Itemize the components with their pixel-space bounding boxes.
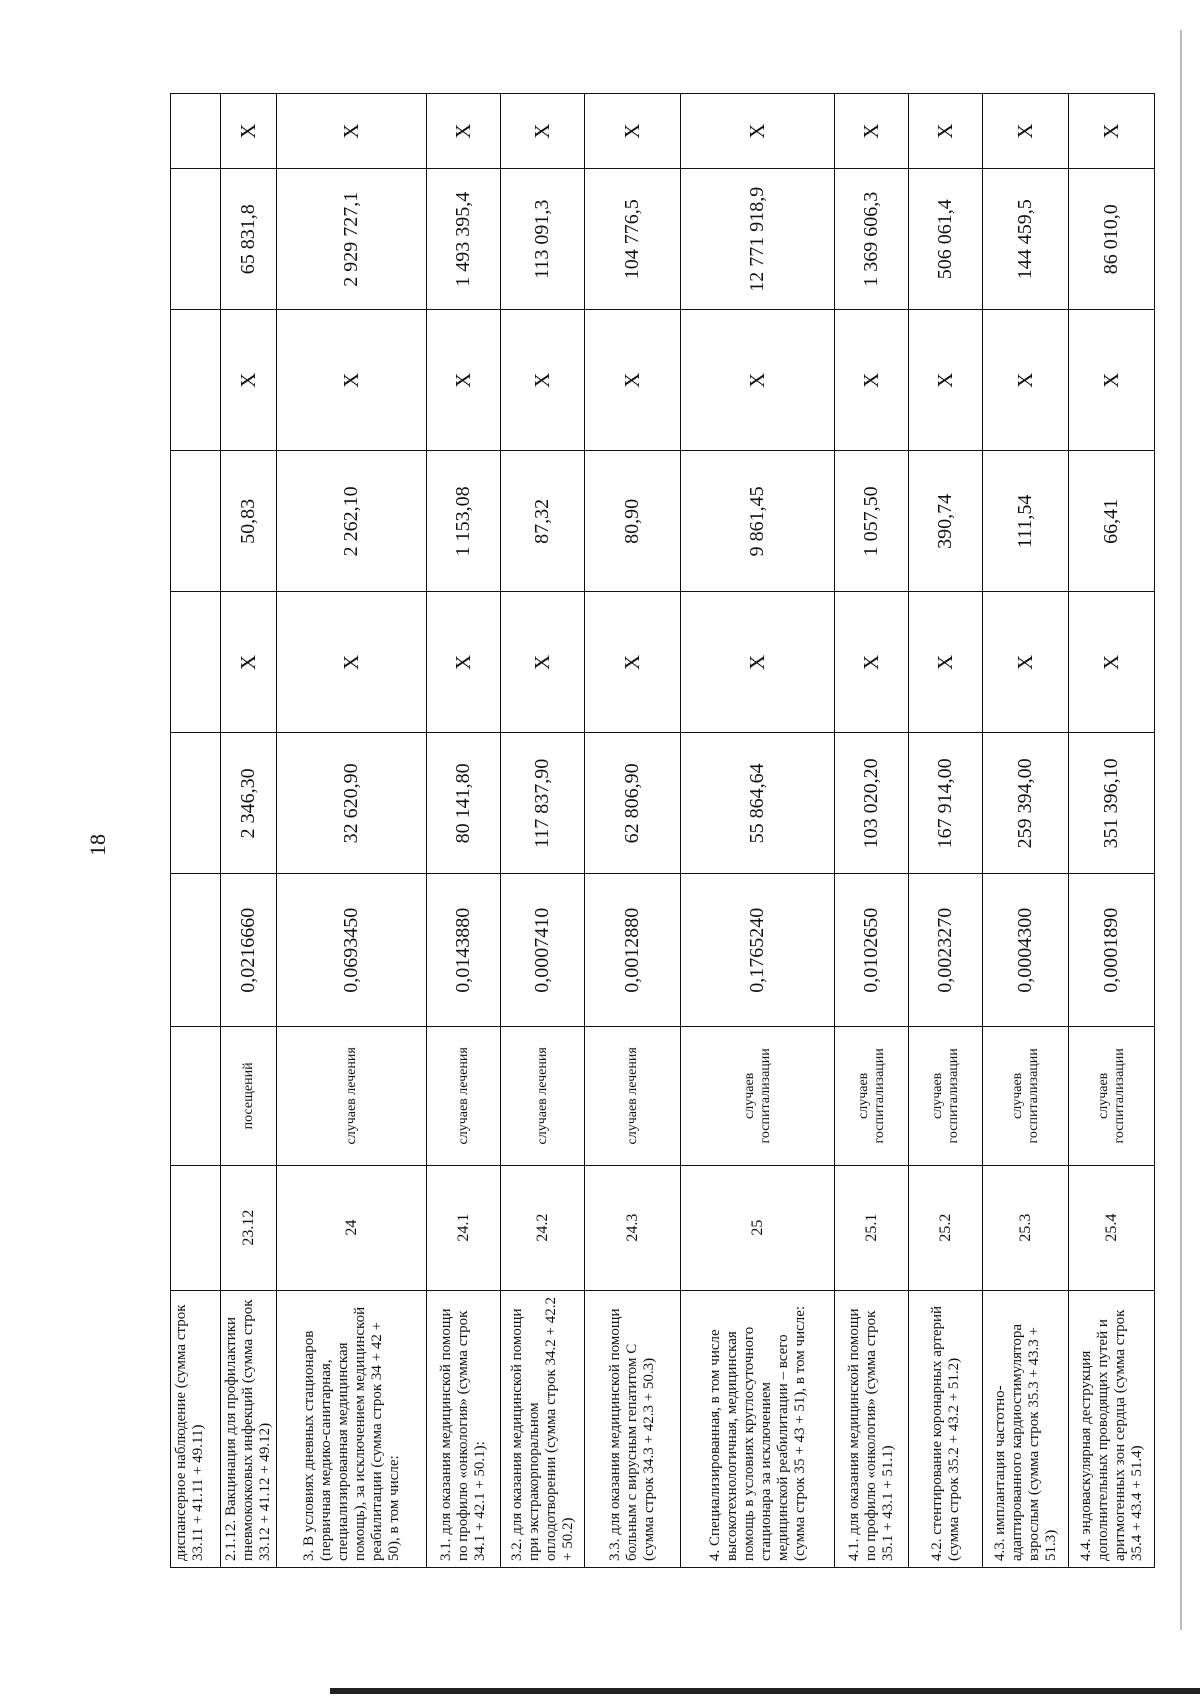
total-cell: 104 776,5 (585, 169, 681, 310)
volume-cell: 0,0143880 (427, 874, 501, 1027)
per-capita-cell: 111,54 (983, 451, 1069, 592)
table-row (221, 94, 277, 1568)
x-mark-cell: X (835, 310, 909, 451)
x-mark-cell: X (909, 94, 983, 169)
x-mark-cell: X (585, 310, 681, 451)
per-capita-cell (171, 451, 221, 592)
x-mark-cell: X (221, 592, 277, 733)
cost-cell: 62 806,90 (585, 733, 681, 874)
row-name-cell: диспансерное наблюдение (сумма строк 33.11 + 41.11 + 49.11) (171, 1290, 221, 1567)
x-mark-cell: X (983, 94, 1069, 169)
x-mark-cell: X (221, 310, 277, 451)
x-mark-cell: X (221, 94, 277, 169)
total-cell: 1 369 606,3 (835, 169, 909, 310)
per-capita-cell: 2 262,10 (277, 451, 427, 592)
volume-cell: 0,0007410 (501, 874, 585, 1027)
page-number: 18 (85, 834, 110, 856)
table-row (681, 94, 835, 1568)
per-capita-cell: 1 153,08 (427, 451, 501, 592)
unit-cell: случаев госпитализации (909, 1026, 983, 1165)
row-code-cell: 25 (681, 1165, 835, 1290)
total-cell: 144 459,5 (983, 169, 1069, 310)
row-name-cell: 4. Специализированная, в том числе высокотехнологичная, медицинская помощь в условиях круглосуточного стационара за исключением медицинской реабилитации – всего (сумма строк 35 + 43 + 51), в том числе: (681, 1290, 835, 1567)
x-mark-cell: X (1069, 592, 1155, 733)
total-cell: 65 831,8 (221, 169, 277, 310)
total-cell: 113 091,3 (501, 169, 585, 310)
unit-cell: случаев лечения (277, 1026, 427, 1165)
x-mark-cell: X (1069, 94, 1155, 169)
cost-cell: 167 914,00 (909, 733, 983, 874)
volume-cell: 0,0102650 (835, 874, 909, 1027)
x-mark-cell: X (681, 94, 835, 169)
total-cell: 1 493 395,4 (427, 169, 501, 310)
unit-cell: случаев госпитализации (1069, 1026, 1155, 1165)
x-mark-cell: X (427, 94, 501, 169)
unit-cell: случаев госпитализации (681, 1026, 835, 1165)
x-mark-cell: X (427, 310, 501, 451)
cost-cell: 32 620,90 (277, 733, 427, 874)
x-mark-cell: X (277, 94, 427, 169)
cost-cell (171, 733, 221, 874)
report-table (170, 93, 1155, 1568)
total-cell: 506 061,4 (909, 169, 983, 310)
x-mark-cell: X (501, 592, 585, 733)
per-capita-cell: 80,90 (585, 451, 681, 592)
total-cell: 2 929 727,1 (277, 169, 427, 310)
unit-cell: случаев госпитализации (835, 1026, 909, 1165)
x-mark-cell: X (909, 592, 983, 733)
table-row (501, 94, 585, 1568)
x-mark-cell (171, 94, 221, 169)
per-capita-cell: 1 057,50 (835, 451, 909, 592)
row-name-cell: 4.2. стентирование коронарных артерий (сумма строк 35.2 + 43.2 + 51.2) (909, 1290, 983, 1567)
table-row (1069, 94, 1155, 1568)
per-capita-cell: 390,74 (909, 451, 983, 592)
table-row (909, 94, 983, 1568)
x-mark-cell: X (983, 592, 1069, 733)
x-mark-cell: X (501, 310, 585, 451)
x-mark-cell: X (585, 94, 681, 169)
x-mark-cell: X (681, 310, 835, 451)
x-mark-cell: X (835, 94, 909, 169)
table-row (983, 94, 1069, 1568)
cost-cell: 259 394,00 (983, 733, 1069, 874)
row-name-cell: 4.1. для оказания медицинской помощи по профилю «онкология» (сумма строк 35.1 + 43.1 + 51.1) (835, 1290, 909, 1567)
row-code-cell (171, 1165, 221, 1290)
row-name-cell: 3. В условиях дневных стационаров (первичная медико-санитарная, специализированная медицинская помощь), за исключением медицинской реабилитации (сумма строк 34 + 42 + 50), в том числе: (277, 1290, 427, 1567)
x-mark-cell: X (1069, 310, 1155, 451)
x-mark-cell: X (983, 310, 1069, 451)
row-code-cell: 25.1 (835, 1165, 909, 1290)
cost-cell: 117 837,90 (501, 733, 585, 874)
x-mark-cell: X (835, 592, 909, 733)
x-mark-cell: X (681, 592, 835, 733)
volume-cell: 0,0001890 (1069, 874, 1155, 1027)
cost-cell: 103 020,20 (835, 733, 909, 874)
row-name-cell: 3.1. для оказания медицинской помощи по профилю «онкология» (сумма строк 34.1 + 42.1 + 50.1): (427, 1290, 501, 1567)
cost-cell: 55 864,64 (681, 733, 835, 874)
scan-edge-line (1180, 30, 1182, 1630)
row-name-cell: 2.1.12. Вакцинация для профилактики пневмококковых инфекций (сумма строк 33.12 + 41.12 + 49.12) (221, 1290, 277, 1567)
x-mark-cell: X (909, 310, 983, 451)
unit-cell (171, 1026, 221, 1165)
volume-cell: 0,1765240 (681, 874, 835, 1027)
volume-cell: 0,0012880 (585, 874, 681, 1027)
row-code-cell: 24 (277, 1165, 427, 1290)
unit-cell: случаев лечения (501, 1026, 585, 1165)
row-code-cell: 24.3 (585, 1165, 681, 1290)
per-capita-cell: 87,32 (501, 451, 585, 592)
unit-cell: случаев госпитализации (983, 1026, 1069, 1165)
per-capita-cell: 66,41 (1069, 451, 1155, 592)
volume-cell: 0,0023270 (909, 874, 983, 1027)
x-mark-cell: X (277, 310, 427, 451)
cost-cell: 2 346,30 (221, 733, 277, 874)
table-row (427, 94, 501, 1568)
total-cell: 12 771 918,9 (681, 169, 835, 310)
x-mark-cell: X (501, 94, 585, 169)
table-row (277, 94, 427, 1568)
table-row (835, 94, 909, 1568)
table-row (585, 94, 681, 1568)
row-name-cell: 4.4. эндоваскулярная деструкция дополнительных проводящих путей и аритмогенных зон сердца (сумма строк 35.4 + 43.4 + 51.4) (1069, 1290, 1155, 1567)
x-mark-cell: X (585, 592, 681, 733)
unit-cell: посещений (221, 1026, 277, 1165)
row-code-cell: 23.12 (221, 1165, 277, 1290)
per-capita-cell: 50,83 (221, 451, 277, 592)
unit-cell: случаев лечения (585, 1026, 681, 1165)
volume-cell: 0,0004300 (983, 874, 1069, 1027)
row-name-cell: 4.3. имплантация частотно-адаптированного кардиостимулятора взрослым (сумма строк 35.3 + 43.3 + 51.3) (983, 1290, 1069, 1567)
row-code-cell: 24.1 (427, 1165, 501, 1290)
rotated-table-container (170, 93, 1145, 1568)
row-code-cell: 25.4 (1069, 1165, 1155, 1290)
total-cell: 86 010,0 (1069, 169, 1155, 310)
scan-edge-line (330, 1688, 1200, 1694)
table-row-continuation (171, 94, 221, 1568)
volume-cell: 0,0216660 (221, 874, 277, 1027)
row-code-cell: 25.3 (983, 1165, 1069, 1290)
x-mark-cell: X (277, 592, 427, 733)
volume-cell (171, 874, 221, 1027)
cost-cell: 351 396,10 (1069, 733, 1155, 874)
per-capita-cell: 9 861,45 (681, 451, 835, 592)
x-mark-cell: X (427, 592, 501, 733)
x-mark-cell (171, 592, 221, 733)
row-code-cell: 24.2 (501, 1165, 585, 1290)
row-code-cell: 25.2 (909, 1165, 983, 1290)
row-name-cell: 3.2. для оказания медицинской помощи при экстракорпоральном оплодотворении (сумма строк 34.2 + 42.2 + 50.2) (501, 1290, 585, 1567)
row-name-cell: 3.3. для оказания медицинской помощи больным с вирусным гепатитом С (сумма строк 34.3 + 42.3 + 50.3) (585, 1290, 681, 1567)
cost-cell: 80 141,80 (427, 733, 501, 874)
unit-cell: случаев лечения (427, 1026, 501, 1165)
table-body (171, 94, 1155, 1568)
x-mark-cell (171, 310, 221, 451)
volume-cell: 0,0693450 (277, 874, 427, 1027)
total-cell (171, 169, 221, 310)
